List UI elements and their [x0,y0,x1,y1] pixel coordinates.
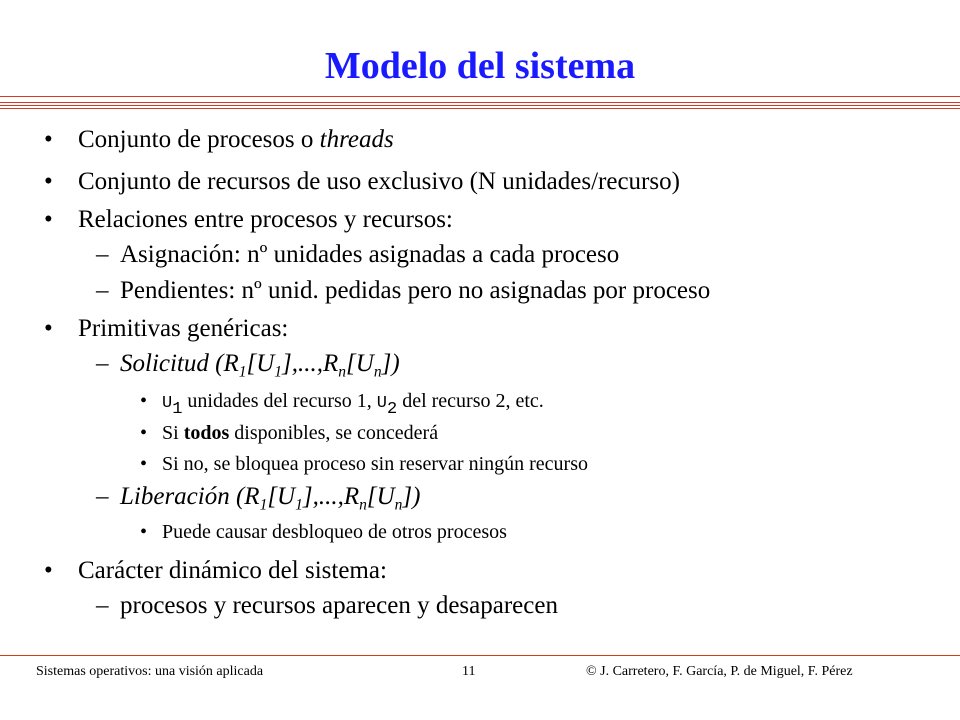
title-divider [0,96,960,118]
bullet-marker: • [44,557,53,584]
bullet-marker: • [140,521,148,543]
title-divider-line [0,96,960,97]
subitem-text: Asignación: nº unidades asignadas a cada proceso [120,241,620,268]
threads-term: threads [319,126,394,153]
dash-marker: – [96,592,109,619]
bullet-text: Conjunto de procesos o threads [78,126,394,153]
emphasis-todos: todos [183,422,230,444]
bullet-marker: • [44,126,53,153]
detail-text: Puede causar desbloqueo de otros procesos [162,521,507,543]
bullet-marker: • [140,422,148,444]
footer-divider [0,655,960,656]
subitem-text: Pendientes: nº unid. pedidas pero no asignadas por proceso [120,277,711,304]
dash-marker: – [96,277,109,304]
bullet-marker: • [44,315,53,342]
bullet-text: Relaciones entre procesos y recursos: [78,206,453,233]
bullet-marker: • [140,453,148,475]
detail-text: Si todos disponibles, se concederá [162,422,439,444]
footer-authors: © J. Carretero, F. García, P. de Miguel, F. Pérez [586,664,853,679]
subitem-text: procesos y recursos aparecen y desaparecen [120,592,558,619]
detail-text: $U_1$ unidades del recurso 1, $U_2$ del recurso 2, etc. [162,390,544,419]
bullet-text: Carácter dinámico del sistema: [78,557,387,584]
bullet-marker: • [44,168,53,195]
bullet-text: Conjunto de recursos de uso exclusivo (N unidades/recurso) [78,168,680,195]
bullet-text: Primitivas genéricas: [78,315,289,342]
dash-marker: – [96,483,109,510]
title-divider-hatch [0,102,960,111]
detail-text: Si no, se bloquea proceso sin reservar ningún recurso [162,453,588,475]
dash-marker: – [96,241,109,268]
bullet-marker: • [140,390,148,412]
primitive-signature: Liberación $(R_1[U_1],...,R_n[U_n])$ [120,483,421,514]
slide-title: Modelo del sistema [324,45,636,87]
page-number: 11 [462,664,476,679]
footer-book-title: Sistemas operativos: una visión aplicada [36,664,264,679]
bullet-marker: • [44,206,53,233]
primitive-signature: Solicitud $(R_1[U_1],...,R_n[U_n])$ [120,350,400,381]
dash-marker: – [96,350,109,377]
